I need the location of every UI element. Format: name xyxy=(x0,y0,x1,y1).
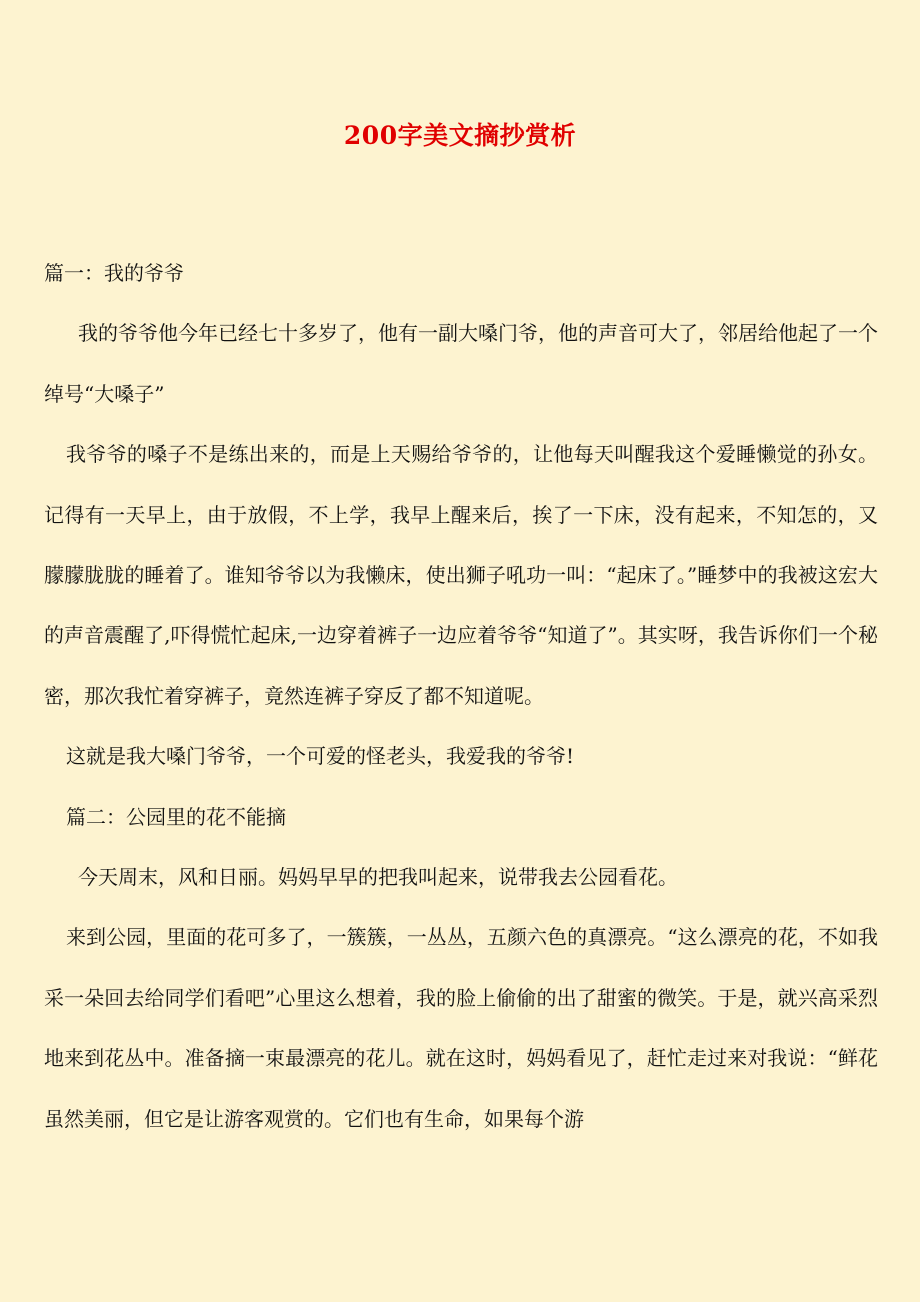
paragraph: 这就是我大嗓门爷爷，一个可爱的怪老头，我爱我的爷爷! xyxy=(66,744,575,769)
paragraph: 来到公园，里面的花可多了，一簇簇，一丛丛，五颜六色的真漂亮。“这么漂亮的花，不如我采一朵回去给同学们看吧”心里这么想着，我的脸上偷偷的出了甜蜜的微笑。于是，就兴高采烈地来到花丛中。准备摘一束最漂亮的花儿。就在这时，妈妈看见了，赶忙走过来对我说：“鲜花虽然美丽，但它是让游客观赏的。它们也有生命，如果每个游 xyxy=(44,925,878,1131)
document-body xyxy=(44,243,878,1149)
document-title: 200字美文摘抄赏析 xyxy=(343,121,577,150)
paragraph: 我的爷爷他今年已经七十多岁了，他有一副大嗓门爷，他的声音可大了，邻居给他起了一个绰号“大嗓子” xyxy=(44,321,878,406)
paragraph: 我爷爷的嗓子不是练出来的，而是上天赐给爷爷的，让他每天叫醒我这个爱睡懒觉的孙女。记得有一天早上，由于放假，不上学，我早上醒来后，挨了一下床，没有起来，不知怎的，又朦朦胧胧的睡着了。谁知爷爷以为我懒床，使出狮子吼功一叫：“起床了。”睡梦中的我被这宏大的声音震醒了,吓得慌忙起床,一边穿着裤子一边应着爷爷“知道了”。其实呀，我告诉你们一个秘密，那次我忙着穿裤子，竟然连裤子穿反了都不知道呢。 xyxy=(44,442,878,708)
paragraph: 今天周末，风和日丽。妈妈早早的把我叫起来，说带我去公园看花。 xyxy=(78,865,678,890)
section-heading-1: 篇一：我的爷爷 xyxy=(44,261,184,285)
section-heading-2: 篇二：公园里的花不能摘 xyxy=(66,804,286,829)
